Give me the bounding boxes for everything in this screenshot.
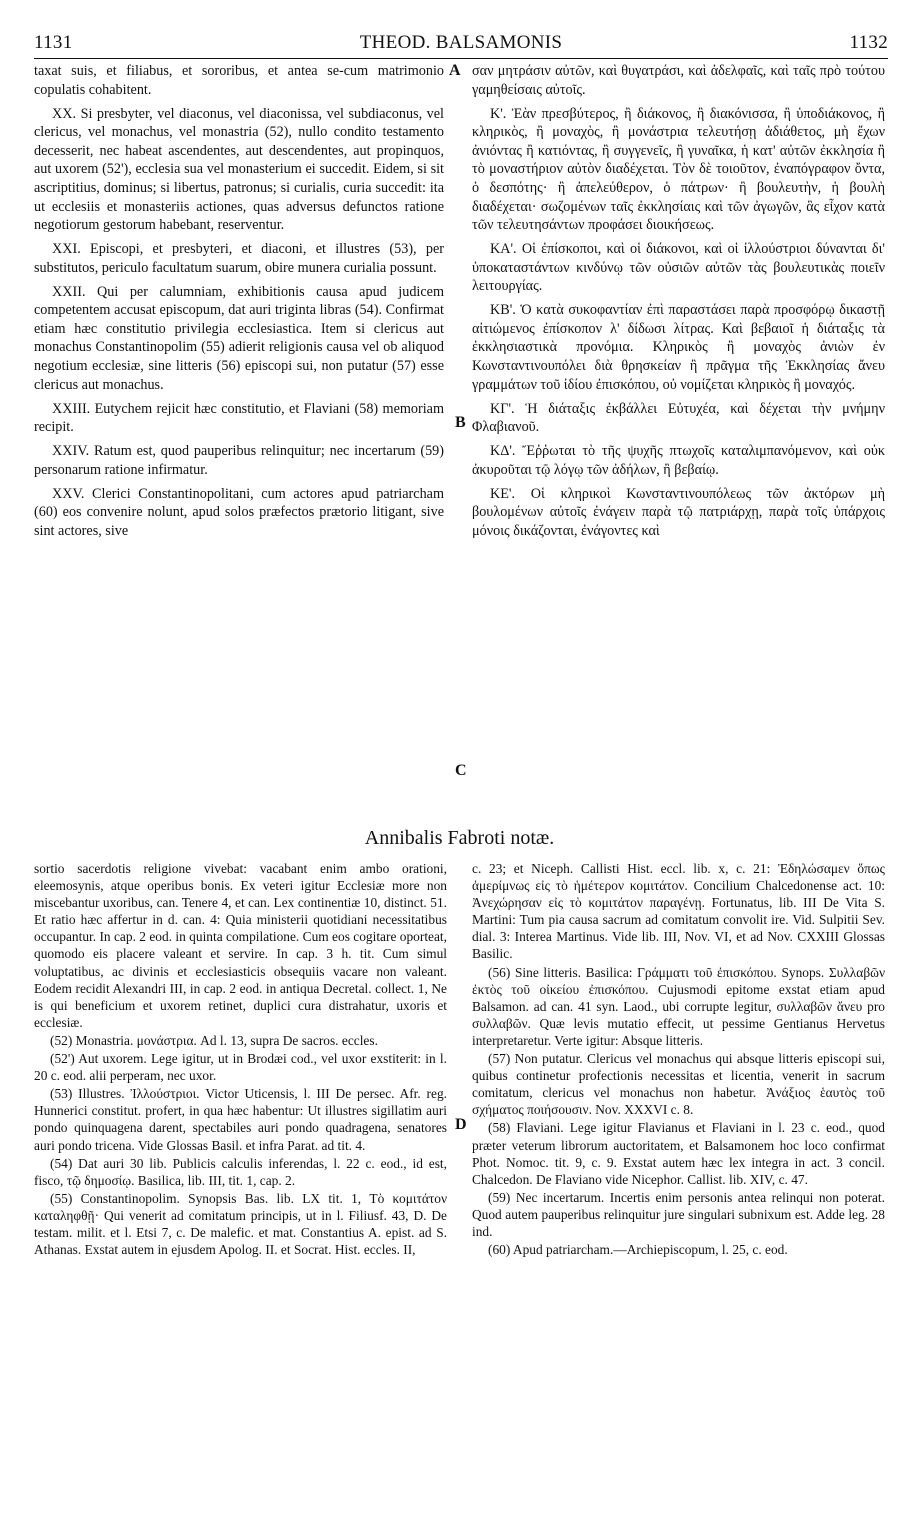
margin-marker-c: C — [455, 762, 467, 779]
note-paragraph: (58) Flaviani. Lege igitur Flavianus et Flaviani in l. 23 c. eod., quod præter veterum librorum auctoritatem, et Balsamonem hoc loco confirmat Phot. Nomoc. tit. 9, c. 9. Exstat autem hæc lex integra in act. 3 concil. Chalcedon. De Flaviano vide Nicephor. Callist. lib. XIV, c. 47. — [472, 1120, 885, 1187]
greek-paragraph: σαν μητράσιν αὐτῶν, καὶ θυγατράσι, καὶ ἀδελφαῖς, καὶ ταῖς πρὸ τούτου γαμηθείσαις αὐτοῖς. — [472, 63, 885, 98]
latin-paragraph: taxat suis, et filiabus, et sororibus, et antea se-cum matrimonio copulatis cohabitent. — [34, 63, 444, 98]
latin-text-column — [34, 62, 444, 546]
note-paragraph: (57) Non putatur. Clericus vel monachus qui absque litteris episcopi sui, quibus continetur profectionis necessitas et licentia, venerit in sacrum comitatum, clericus vel monachus non habetur. Ἀνάξιος ἑαυτὸς τοῦ σχήματος ποιήσουσιν. Nov. XXXVI c. 8. — [472, 1051, 885, 1118]
greek-paragraph: ΚΓ'. Ἡ διάταξις ἐκβάλλει Εὐτυχέα, καὶ δέχεται τὴν μνήμην Φλαβιανοῦ. — [472, 400, 885, 436]
note-paragraph: (60) Apud patriarcham.—Archiepiscopum, l. 25, c. eod. — [488, 1242, 788, 1258]
greek-paragraph: ΚΔ'. Ἔῤῥωται τὸ τῆς ψυχῆς πτωχοῖς καταλιμπανόμενον, καὶ οὐκ ἀκυροῦται τῷ λόγῳ τῶν ἀδήλων, ἢ βεβαίῳ. — [472, 443, 885, 478]
latin-paragraph: XXIV. Ratum est, quod pauperibus relinquitur; nec incertarum (59) personarum ratione infirmatur. — [34, 443, 444, 478]
running-header — [34, 32, 888, 59]
notes-right-column — [472, 860, 885, 1259]
note-paragraph: (59) Nec incertarum. Incertis enim personis antea relinqui non poterat. Quod autem pauperibus relinquitur jure singulari subnixum est. Adde leg. 28 ind. — [472, 1189, 885, 1239]
note-paragraph: (53) Illustres. Ἰλλούστριοι. Victor Uticensis, l. III De persec. Afr. reg. Hunnerici constitut. profert, in qua hæc habentur: Ut illustres sigillatim auri pondo quinquagena darent, spectabiles auri pondo quadragena, senatores auri pondo tricena. Vide Glossas Basil. et infra Parat. ad tit. 4. — [34, 1086, 447, 1153]
note-paragraph: (56) Sine litteris. Basilica: Γράμματι τοῦ ἐπισκόπου. Synops. Συλλαβῶν ἐκτὸς τοῦ οἰκείου ἐπισκόπου. Cujusmodi epitome exstat etiam apud Balsamon. ad can. 41 syn. Laod., ubi corrupte legitur, συλλαβῶν ἄνευ pro συλλαβῶν. Quæ levis mutatio effecit, ut pessime Gentianus Hervetus interpretaretur. Verte igitur: Absque litteris. — [472, 964, 885, 1048]
left-page-number: 1131 — [34, 32, 73, 53]
greek-text-column — [472, 62, 885, 546]
running-title: THEOD. BALSAMONIS — [359, 32, 563, 53]
greek-paragraph: ΚΕ'. Οἱ κληρικοὶ Κωνσταντινουπόλεως τῶν ἀκτόρων μὴ βουλομένων αὐτοῖς ἐνάγειν παρὰ τῷ πατριάρχῃ, παρὰ τοῖς ὑπάρχοις μόνοις δικάζονται, ἐνάγοντες καὶ — [472, 485, 885, 539]
margin-marker-b: B — [455, 414, 466, 431]
latin-paragraph: XXII. Qui per calumniam, exhibitionis causa apud judicem competentem accusat episcopum, dat auri triginta libras (54). Confirmat etiam hæc constitutio privilegia ecclesiastica. Item si clericus aut monachus Constantinopolim (55) adierit religionis causa vel ob aliquod negotium ecclesiæ, sine litteris (56) episcopi sui, non putatur (57) esse clericus aut monachus. — [34, 283, 444, 393]
note-paragraph: sortio sacerdotis religione vivebat: vacabant enim ambo orationi, eleemosynis, atque operibus bonis. Ex veteri igitur Ecclesiæ more non miscebantur uxoribus, can. Tenere 4, et can. Lex continentiæ 10, distinct. 51. Et ratio hæc affertur in d. can. 4: Quia ministerii quotidiani necessitatibus occupantur. In cap. 2 eod. in quinta compilatione. Cum eos cogitare oporteat, quomodo eis placere valeant et servire. In cap. 3 h. tit. Cum simul voluptatibus, ac divinis et ecclesiasticis obsequiis vacare non valeant. Eodem recidit Alexandri III, in cap. 2 eod. in antiqua Decretal. collect. 1, Ne is qui beneficium et uxorem retinet, duplici cura distrahatur, uxoris et ecclesiæ. — [34, 861, 447, 1030]
latin-paragraph: XXIII. Eutychem rejicit hæc constitutio, et Flaviani (58) memoriam recipit. — [34, 400, 444, 436]
note-paragraph: (54) Dat auri 30 lib. Publicis calculis inferendas, l. 22 c. eod., id est, fisco, τῷ δημοσίῳ. Basilica, lib. III, tit. 1, cap. 2. — [34, 1155, 447, 1188]
latin-paragraph: XXI. Episcopi, et presbyteri, et diaconi, et illustres (53), per substitutos, periculo facultatum suarum, obire munera curialia possunt. — [34, 241, 444, 276]
greek-paragraph: Κ'. Ἐὰν πρεσβύτερος, ἢ διάκονος, ἢ διακόνισσα, ἢ ὑποδιάκονος, ἢ κληρικὸς, ἢ μοναχὸς, ἢ μονάστρια τελευτήσῃ ἀδιάθετος, μὴ ἔχων ἀνιόντας ἢ κατιόντας, ἢ συγγενεῖς, ἢ γυναῖκα, ἡ κατ' αὐτῶν ἐκκλησία ἢ τὸ μοναστήριον αὐτὸν διαδέχεται. Τὸν δὲ τοιοῦτον, ἐναπόγραφον ὄντα, ὁ δεσπότης· ἢ ἀπελεύθερον, ὁ πάτρων· ἢ βουλευτὴν, ἡ βουλὴ διαδέχεται· σωζομένων ταῖς ἐκκλησίαις καὶ τῶν ἀγωγῶν, ἃς εἶχον κατὰ τῶν τελευτησάντων προφάσει διοικήσεως. — [472, 105, 885, 234]
note-paragraph: (52') Aut uxorem. Lege igitur, ut in Brodæi cod., vel uxor exstiterit: in l. 20 c. eod. alii perperam, nec uxor. — [34, 1051, 447, 1084]
latin-paragraph: XX. Si presbyter, vel diaconus, vel diaconissa, vel subdiaconus, vel clericus, vel monachus, vel monastria (52), nullo condito testamento decesserit, nec habeat ascendentes, aut descendentes, aut propinquos, aut uxorem (52'), ecclesia sua vel monasterium ei succedit. Eidem, si sit ascriptitius, dominus; si libertus, patronus; si curialis, curia succedit: ita ut ecclesiis et monasteriis actiones, quas adversus defunctos ratione negotiorum gestorum habebant, reserventur. — [34, 105, 444, 234]
greek-paragraph: ΚΑ'. Οἱ ἐπίσκοποι, καὶ οἱ διάκονοι, καὶ οἱ ἰλλούστριοι δύνανται δι' ὑποκαταστάντων κινδύνῳ τῶν οὐσιῶν αὐτῶν τὰς βουλευτικὰς ποιεῖν λειτουργίας. — [472, 241, 885, 295]
note-paragraph: (52) Monastria. μονάστρια. Ad l. 13, supra De sacros. eccles. — [50, 1032, 378, 1048]
margin-marker-d: D — [455, 1116, 467, 1133]
notes-heading: Annibalis Fabroti notæ. — [364, 827, 555, 849]
right-page-number: 1132 — [849, 32, 888, 53]
greek-paragraph: ΚΒ'. Ὁ κατὰ συκοφαντίαν ἐπὶ παραστάσει παρὰ προσφόρῳ δικαστῇ αἰτιώμενος ἐπίσκοπον λ' δίδωσι λίτρας. Καὶ βεβαιοῖ ἡ διάταξις τὰ ἐκκλησιαστικὰ προνόμια. Κληρικὸς ἢ μοναχὸς ἀνιὼν ἐν Κωνσταντινουπόλει διὰ θρησκείαν ἢ πρᾶγμα τῆς Ἐκκλησίας ἄνευ γραμμάτων τοῦ ἰδίου ἐπισκόπου, οὐ νομίζεται κληρικὸς ἢ μοναχός. — [472, 302, 885, 393]
note-paragraph: c. 23; et Niceph. Callisti Hist. eccl. lib. x, c. 21: Ἐδηλώσαμεν ὅπως ἀμερίμνως εἰς τὸ ἡμέτερον κομιτάτον. Concilium Chalcedonense act. 10: Ἀνεχώρησαν εἰς τὸ κομιτάτον παραγένῃ. Fortunatus, lib. III De Vita S. Martini: Tum pia causa sacrum ad comitatum convolit ire. Vid. Sulpitii Sev. dial. 3: Interea Martinus. Vide lib. III, Nov. VI, et ad Nov. CXXIII Glossas Basilic. — [472, 861, 885, 962]
latin-paragraph: XXV. Clerici Constantinopolitani, cum actores apud patriarcham (60) eos convenire nolunt, apud solos præfectos prætorio litigant, sive sint actores, sive — [34, 485, 444, 539]
margin-marker-a: A — [449, 62, 461, 79]
note-paragraph: (55) Constantinopolim. Synopsis Bas. lib. LX tit. 1, Τὸ κομιτάτον καταληφθῇ· Qui venerit ad comitatum principis, ut in l. Filiusf. 43, D. De testam. milit. et l. Etsi 7, c. De malefic. et mat. Constantius A. epist. ad S. Athanas. Exstat autem in ejusdem Apolog. II. et Socrat. Hist. eccles. II, — [34, 1190, 447, 1258]
notes-left-column — [34, 860, 447, 1259]
